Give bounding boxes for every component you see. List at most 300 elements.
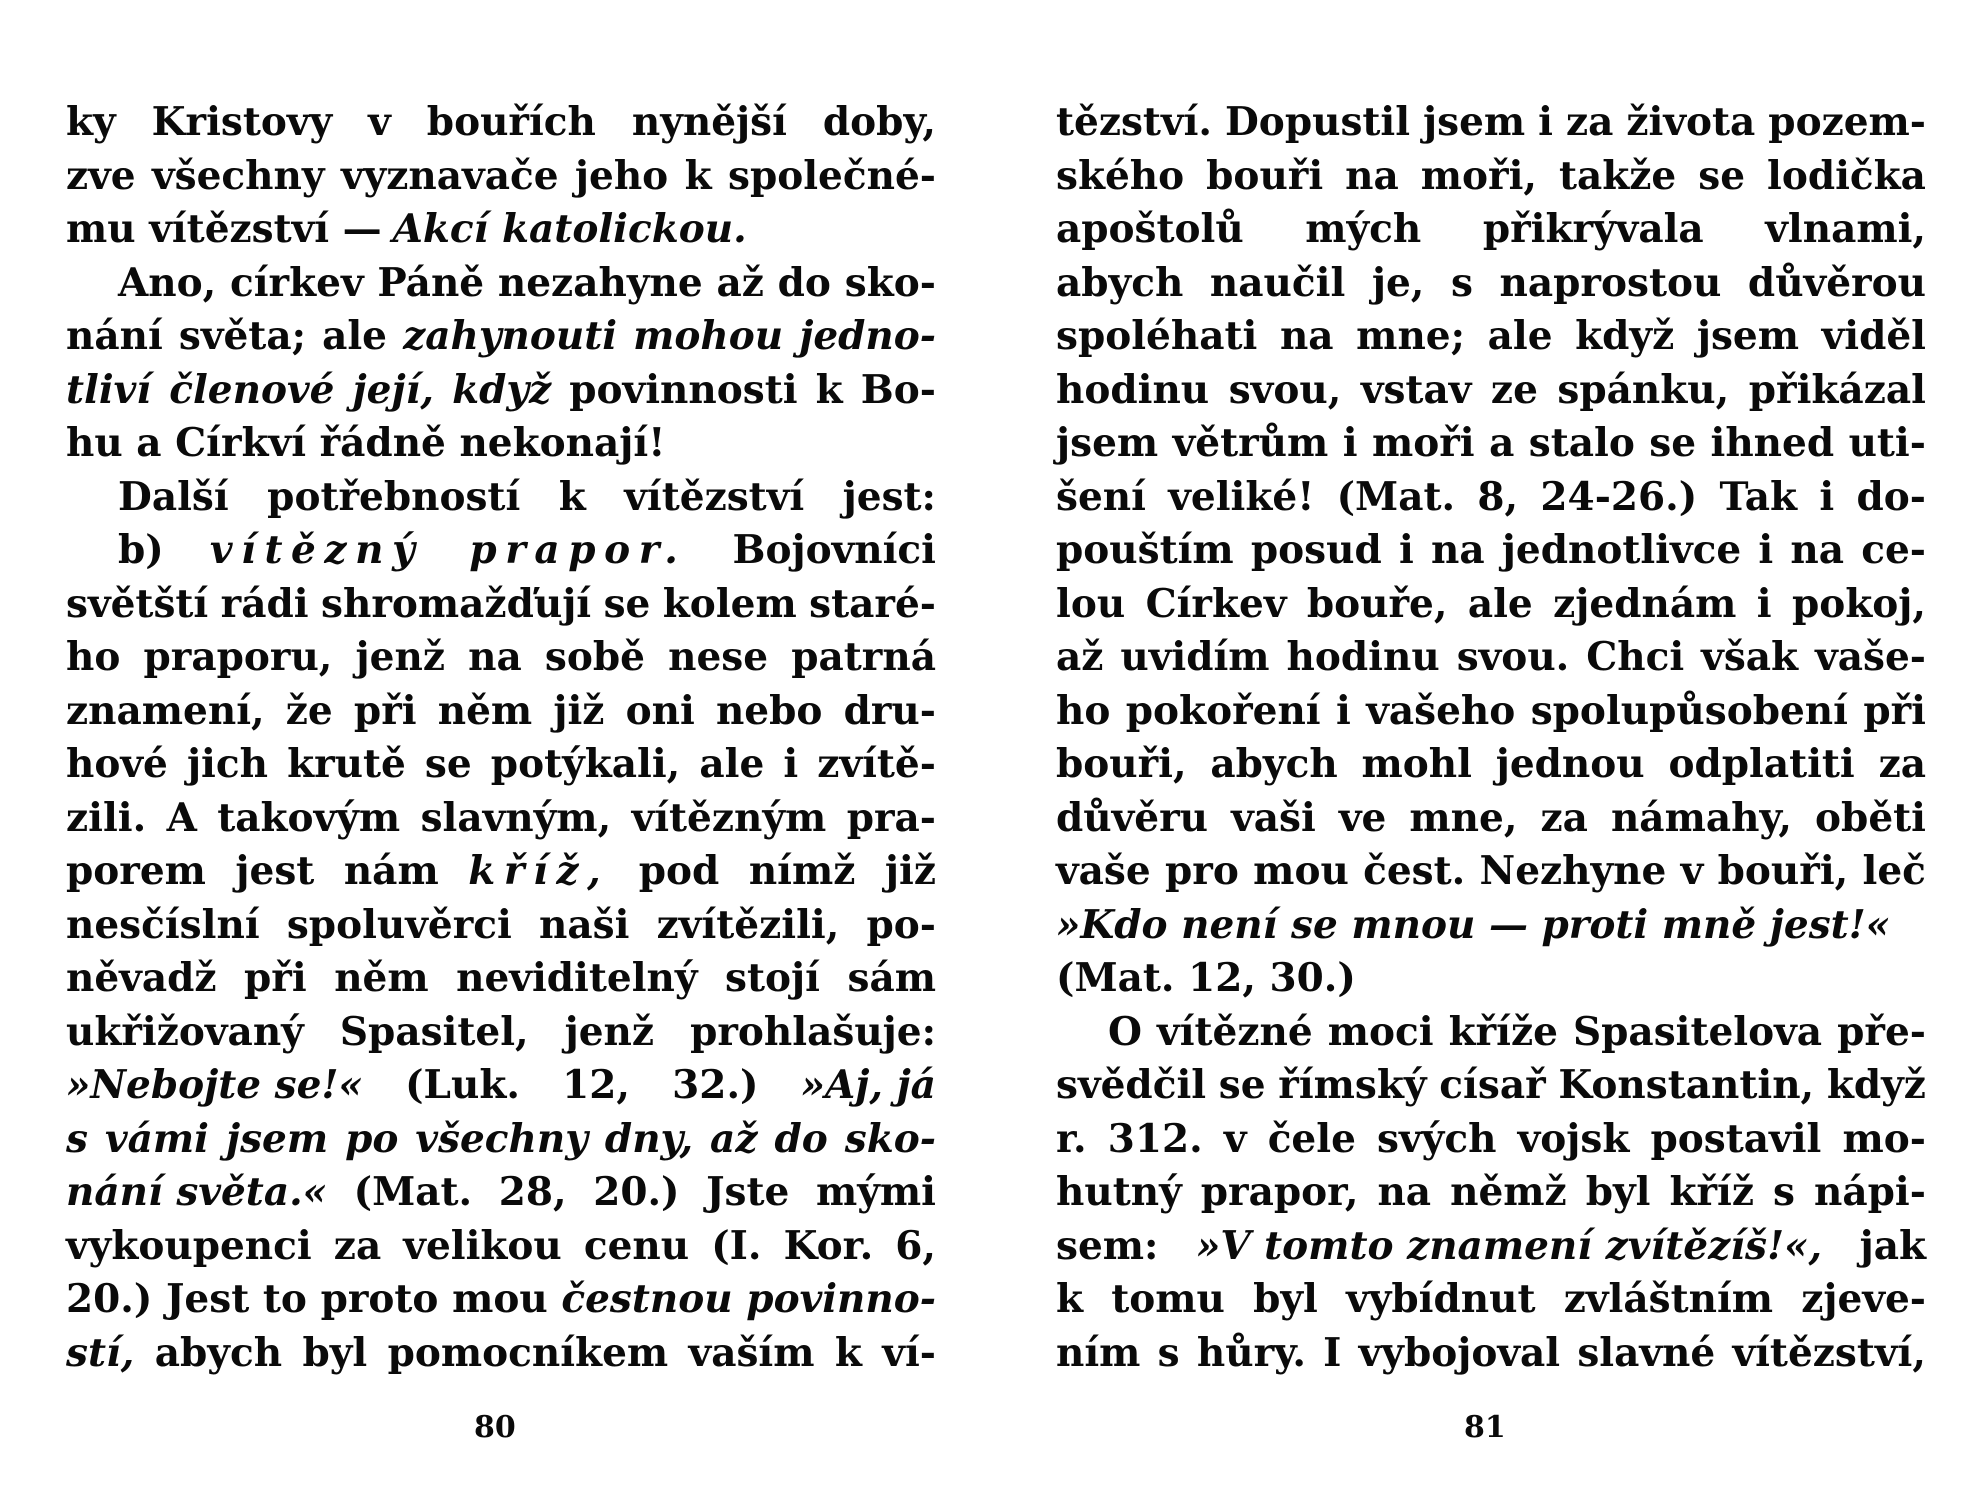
word: takovým	[217, 794, 401, 841]
word: vykoupenci	[66, 1222, 312, 1269]
word: Kor.	[783, 1222, 874, 1269]
text-line	[1056, 738, 1926, 792]
text-line	[1056, 631, 1926, 685]
word: jak	[1859, 1222, 1926, 1269]
word: jednotlivce	[1501, 527, 1742, 573]
word: jsem	[225, 1115, 329, 1162]
word: krutě	[287, 741, 406, 787]
word: stí,	[66, 1329, 135, 1376]
word: (I.	[711, 1222, 762, 1269]
word: na	[1279, 313, 1334, 359]
word: k	[684, 152, 712, 199]
text-line	[66, 845, 936, 899]
word: 12,	[562, 1062, 630, 1108]
text-line	[66, 257, 936, 311]
word: odplatiti	[1668, 741, 1855, 787]
word: kříže	[1448, 1008, 1558, 1055]
word: kříž	[1669, 1169, 1755, 1215]
word: nání světa.«	[66, 1169, 328, 1215]
word: vítězství	[624, 473, 805, 520]
word: nání	[66, 313, 163, 359]
word: čele	[1267, 1115, 1356, 1162]
word: spolupůsobení	[1530, 687, 1848, 734]
text-line	[66, 471, 936, 525]
word: tězství.	[1056, 99, 1212, 145]
text-line	[66, 1113, 936, 1167]
word: bouřích	[426, 99, 596, 145]
word: při	[1863, 687, 1926, 734]
word: jenž	[355, 634, 445, 680]
word: sko-	[844, 1115, 936, 1162]
word: se	[1218, 1062, 1266, 1108]
right-page	[986, 0, 1972, 1500]
word: sám	[847, 955, 936, 1001]
word: veliké!	[1168, 473, 1315, 520]
text-line	[1056, 578, 1926, 632]
word: i	[1758, 527, 1774, 573]
word: již	[884, 848, 936, 894]
word: byl	[1585, 1169, 1651, 1215]
word: i	[1819, 473, 1835, 520]
word: přikrývala	[1482, 206, 1704, 252]
word: I	[1323, 1329, 1342, 1376]
word: 24-26.)	[1540, 473, 1698, 520]
word: vítězný	[209, 527, 424, 573]
word: r.	[1056, 1115, 1087, 1162]
word: do-	[1856, 473, 1926, 520]
word: něm	[334, 955, 429, 1001]
text-line	[1056, 1113, 1926, 1167]
word: přikázal	[1748, 366, 1926, 413]
word: Bojovníci	[732, 527, 936, 573]
word: prohlašuje:	[690, 1008, 936, 1055]
word: vaším	[688, 1329, 815, 1376]
word: zjednám	[1553, 580, 1737, 627]
word: šení	[1056, 473, 1146, 520]
word: Spasitelova	[1573, 1008, 1823, 1055]
text-line	[1056, 1059, 1926, 1113]
word: nímž	[748, 848, 856, 894]
word: stojí	[725, 955, 820, 1001]
word: na	[1790, 527, 1845, 573]
word: se	[1649, 420, 1697, 466]
left-page-number: 80	[474, 1410, 516, 1445]
word: když	[452, 366, 552, 413]
word: v	[368, 99, 391, 145]
word: jich	[186, 741, 268, 787]
word: Církev	[1145, 580, 1287, 627]
word: již	[553, 687, 605, 734]
word: pokoj,	[1791, 580, 1926, 627]
word: po-	[866, 901, 936, 948]
text-line	[66, 578, 936, 632]
word: vojsk	[1517, 1115, 1630, 1162]
word: »Aj, já	[800, 1062, 936, 1108]
word: pomocníkem	[387, 1329, 669, 1376]
word: nápi-	[1814, 1169, 1926, 1215]
word: apoštolů	[1056, 206, 1244, 252]
word: nám	[343, 848, 439, 894]
text-line	[1056, 364, 1926, 418]
word: i	[1756, 580, 1772, 627]
word: ihned	[1710, 420, 1835, 466]
word: jsem	[1056, 420, 1159, 466]
word: vaši	[1231, 794, 1316, 841]
word: církev	[230, 259, 364, 306]
word: moři	[1371, 420, 1475, 466]
word: jedno-	[799, 313, 936, 359]
word: důvěru	[1056, 794, 1209, 841]
word: ním	[1056, 1329, 1141, 1376]
word: ukřižovaný	[66, 1008, 304, 1055]
word: po	[345, 1115, 399, 1162]
word: spánku,	[1557, 366, 1730, 413]
word: na	[1377, 1169, 1432, 1215]
word: vašeho	[1366, 687, 1516, 734]
word: cenu	[583, 1222, 690, 1269]
word: pokoření	[1125, 687, 1321, 734]
word: že	[285, 687, 333, 734]
text-line	[1056, 685, 1926, 739]
word: Akcí katolickou.	[392, 206, 747, 252]
word: uvidím	[1120, 634, 1270, 680]
word: ho	[66, 634, 121, 680]
word: k	[1056, 1276, 1084, 1322]
word: svou.	[1456, 634, 1570, 680]
word: ale	[1467, 580, 1533, 627]
word: vítězným	[631, 794, 827, 841]
word: námahy,	[1610, 794, 1792, 841]
word: za	[1878, 741, 1926, 787]
text-line	[66, 952, 936, 1006]
word: zve	[66, 152, 136, 199]
word: potřebností	[267, 473, 521, 520]
word: členové	[169, 366, 335, 413]
word: 32.)	[672, 1062, 759, 1108]
word: čestnou	[561, 1276, 733, 1322]
word: mou	[452, 1276, 548, 1322]
word: svou,	[1228, 366, 1342, 413]
word: ce-	[1861, 527, 1926, 573]
word: shromažďují	[321, 580, 592, 627]
word: jeho	[574, 152, 669, 199]
word: jenž	[564, 1008, 655, 1055]
word: hu a Církví řádně nekonají!	[66, 420, 666, 466]
word: všechny	[152, 152, 325, 199]
word: leč	[1862, 848, 1926, 894]
word: světa;	[178, 313, 306, 359]
word: Nezhyne	[1479, 848, 1667, 894]
word: nynější	[631, 99, 787, 145]
word: (Luk.	[405, 1062, 520, 1108]
word: důvěrou	[1747, 259, 1926, 306]
word: její,	[352, 366, 434, 413]
word: Jest	[165, 1276, 250, 1322]
word: do	[774, 1115, 828, 1162]
word: a	[1489, 420, 1515, 466]
word: Další	[118, 473, 229, 520]
word: zvítě-	[817, 741, 936, 787]
word: lou	[1056, 580, 1126, 627]
word: Spasitel,	[339, 1008, 529, 1055]
word: nebo	[715, 687, 823, 734]
text-line	[66, 203, 936, 257]
word: vítězství,	[1732, 1329, 1926, 1376]
word: až	[710, 1115, 758, 1162]
word: bouři,	[1056, 741, 1187, 787]
word: byl	[302, 1329, 368, 1376]
text-line	[1056, 203, 1926, 257]
word: slavným,	[420, 794, 612, 841]
word: světští	[66, 580, 209, 627]
word: byl	[1253, 1276, 1318, 1322]
text-line	[1056, 524, 1926, 578]
text-line	[1056, 310, 1926, 364]
word: »V tomto znamení zvítězíš!«,	[1195, 1222, 1823, 1269]
word: povinno-	[746, 1276, 936, 1322]
word: ale	[1487, 313, 1553, 359]
word: »Kdo není se mnou — proti mně jest!«	[1056, 901, 1891, 948]
word: staré-	[809, 580, 936, 627]
word: nese	[668, 634, 769, 680]
text-line	[66, 1220, 936, 1274]
word: se	[424, 741, 472, 787]
word: zili.	[66, 794, 147, 841]
word: pře-	[1837, 1008, 1926, 1055]
word: hůry.	[1196, 1329, 1306, 1376]
word: větrům	[1172, 420, 1329, 466]
word: O	[1108, 1008, 1142, 1055]
text-line	[66, 631, 936, 685]
word: ví-	[882, 1329, 936, 1376]
word: patrná	[791, 634, 936, 680]
word: povinnosti	[569, 366, 798, 413]
word: mými	[815, 1169, 936, 1215]
word: pozem-	[1768, 99, 1926, 145]
word: vámi	[104, 1115, 209, 1162]
right-page-text	[1056, 96, 1926, 1380]
text-line	[66, 1327, 936, 1381]
word: na	[1430, 527, 1485, 573]
word: jsem	[1696, 313, 1800, 359]
word: všechny	[415, 1115, 588, 1162]
word: až	[716, 259, 764, 306]
word: bouře,	[1306, 580, 1448, 627]
word: mne;	[1356, 313, 1466, 359]
word: naučil	[1209, 259, 1346, 306]
word: za	[1540, 794, 1588, 841]
word: nesčíslní	[66, 901, 260, 948]
word: ve	[1338, 794, 1387, 841]
text-line	[1056, 150, 1926, 204]
word: stalo	[1528, 420, 1635, 466]
word: nezahyne	[497, 259, 703, 306]
word: ze	[1490, 366, 1538, 413]
text-line	[66, 1059, 936, 1113]
word: zjeve-	[1801, 1276, 1926, 1322]
word: němž	[1450, 1169, 1567, 1215]
word: zvláštním	[1563, 1276, 1774, 1322]
text-line	[66, 150, 936, 204]
word: bouři,	[1717, 848, 1849, 894]
word: bouři	[1206, 152, 1324, 199]
text-line	[66, 685, 936, 739]
word: uti-	[1848, 420, 1926, 466]
word: mou	[1253, 848, 1349, 894]
text-line	[1056, 1273, 1926, 1327]
word: b)	[118, 527, 164, 573]
word: k	[834, 1329, 862, 1376]
word: 20.)	[66, 1276, 153, 1322]
word: vybojoval	[1358, 1329, 1561, 1376]
word: v	[1223, 1115, 1247, 1162]
word: 6,	[895, 1222, 936, 1269]
word: viděl	[1821, 313, 1926, 359]
word: proto	[320, 1276, 439, 1322]
word: 28,	[498, 1169, 567, 1215]
word: abych	[1210, 741, 1338, 787]
word: (Mat. 12, 30.)	[1056, 955, 1356, 1001]
text-line	[66, 738, 936, 792]
word: lodička	[1767, 152, 1926, 199]
word: však	[1701, 634, 1799, 680]
word: něvadž	[66, 955, 217, 1001]
word: vyznavače	[340, 152, 559, 199]
word: i	[1538, 99, 1553, 145]
word: jest	[235, 848, 315, 894]
word: vstav	[1360, 366, 1472, 413]
word: hutný	[1056, 1169, 1182, 1215]
word: porem	[66, 848, 206, 894]
word: pouštím	[1056, 527, 1234, 573]
word: k	[558, 473, 586, 520]
word: praporu,	[143, 634, 333, 680]
word: svých	[1377, 1115, 1497, 1162]
word: něm	[437, 687, 533, 734]
text-line	[1056, 792, 1926, 846]
word: abych	[154, 1329, 283, 1376]
word: jednou	[1495, 741, 1645, 787]
word: 20.)	[593, 1169, 680, 1215]
word: tliví	[66, 366, 152, 413]
word: i	[1336, 687, 1351, 734]
word: společné-	[727, 152, 936, 199]
word: Kristovy	[151, 99, 333, 145]
word: i	[1398, 527, 1414, 573]
word: s	[66, 1115, 88, 1162]
word: při	[244, 955, 307, 1001]
text-line	[1056, 257, 1926, 311]
word: mohou	[633, 313, 784, 359]
word: je,	[1371, 259, 1425, 306]
word: velikou	[403, 1222, 562, 1269]
text-line	[1056, 899, 1926, 953]
word: prapor.	[469, 527, 687, 573]
word: slavné	[1577, 1329, 1716, 1376]
text-line	[1056, 471, 1926, 525]
word: mu vítězství —	[66, 206, 382, 252]
left-page-text	[66, 96, 936, 1380]
word: Konstantin,	[1558, 1062, 1815, 1108]
word: zvítězili,	[656, 901, 840, 948]
word: mých	[1305, 206, 1422, 252]
word: když	[1575, 313, 1675, 359]
word: Jste	[706, 1169, 790, 1215]
word: za	[1565, 99, 1614, 145]
word: hodinu	[1056, 366, 1210, 413]
word: (Mat.	[353, 1169, 473, 1215]
word: až	[1056, 634, 1104, 680]
word: mne,	[1409, 794, 1518, 841]
word: kříž,	[468, 848, 610, 894]
word: svědčil	[1056, 1062, 1207, 1108]
word: hové	[66, 741, 168, 787]
text-line	[1056, 845, 1926, 899]
word: ale	[699, 741, 765, 787]
word: abych	[1056, 259, 1184, 306]
word: čest.	[1363, 848, 1466, 894]
word: moci	[1327, 1008, 1434, 1055]
word: sem:	[1056, 1222, 1159, 1269]
word: ho	[1056, 687, 1111, 734]
word: 8,	[1477, 473, 1519, 520]
word: ského	[1056, 152, 1185, 199]
word: při	[353, 687, 417, 734]
word: i	[1342, 420, 1358, 466]
word: jsem	[1423, 99, 1526, 145]
word: rádi	[220, 580, 309, 627]
text-line	[66, 96, 936, 150]
word: 312.	[1107, 1115, 1203, 1162]
word: pro	[1165, 848, 1239, 894]
word: s	[1450, 259, 1473, 306]
text-line	[1056, 417, 1926, 471]
word: ky	[66, 99, 116, 145]
word: na	[468, 634, 522, 680]
word: mohl	[1361, 741, 1472, 787]
word: Chci	[1586, 634, 1685, 680]
text-line	[66, 792, 936, 846]
word: naši	[539, 901, 630, 948]
word: znamení,	[66, 687, 265, 734]
text-line	[1056, 96, 1926, 150]
word: římský	[1278, 1062, 1427, 1108]
text-line	[66, 417, 936, 471]
text-line	[66, 310, 936, 364]
word: to	[262, 1276, 307, 1322]
word: s	[1773, 1169, 1795, 1215]
text-line	[66, 1273, 936, 1327]
word: vaše	[1056, 848, 1151, 894]
text-line	[66, 1166, 936, 1220]
word: »Nebojte se!«	[66, 1062, 363, 1108]
word: oni	[625, 687, 695, 734]
word: tomu	[1111, 1276, 1225, 1322]
word: se	[1698, 152, 1746, 199]
word: mo-	[1842, 1115, 1926, 1162]
word: s	[1157, 1329, 1180, 1376]
word: do	[777, 259, 831, 306]
word: Tak	[1719, 473, 1798, 520]
word: k	[815, 366, 843, 413]
word: císař	[1439, 1062, 1546, 1108]
text-line	[66, 899, 936, 953]
word: potýkali,	[490, 741, 681, 787]
word: posud	[1250, 527, 1382, 573]
word: spoléhati	[1056, 313, 1258, 359]
word: se	[603, 580, 651, 627]
word: naprostou	[1499, 259, 1722, 306]
